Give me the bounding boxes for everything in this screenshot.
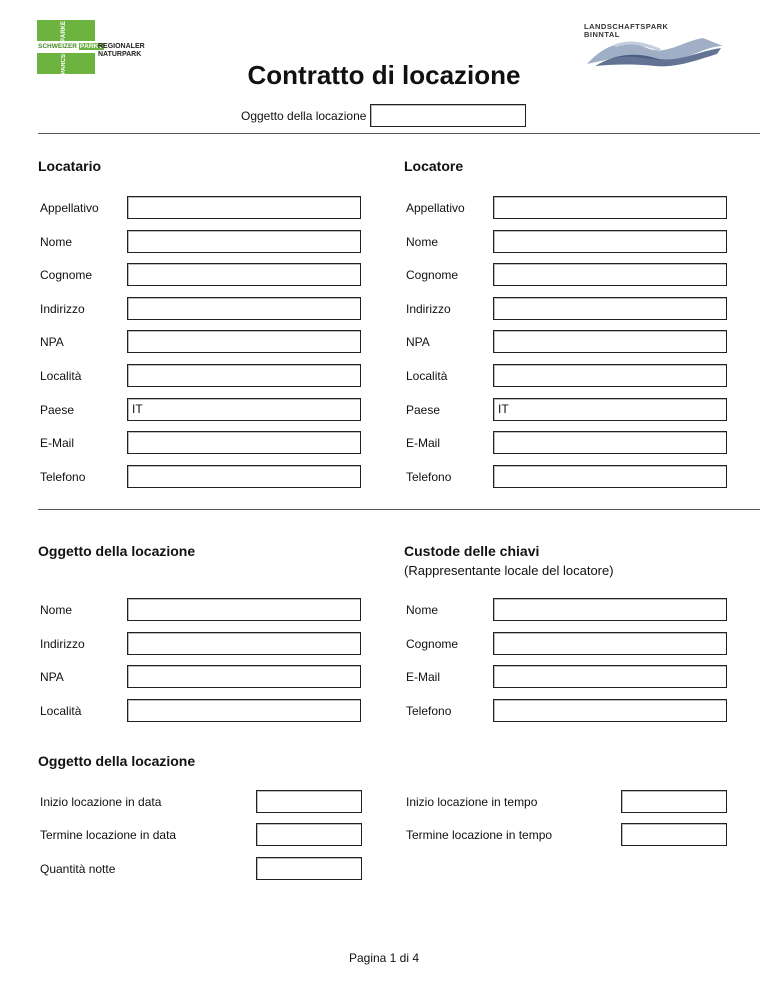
binntal-logo-text: LANDSCHAFTSPARK BINNTAL [584,22,669,39]
landlord-field-label: Indirizzo [406,301,451,316]
rental-period-heading: Oggetto della locazione [38,753,196,769]
tenant-field-label: Indirizzo [40,301,85,316]
landlord-field-label: Appellativo [406,201,465,215]
landlord-field-label: Paese [406,402,441,417]
key-holder-subheading: (Rappresentante locale del locatore) [404,563,614,578]
tenant-field-label: Nome [40,234,73,249]
object-input[interactable] [370,104,526,127]
tenant-field-input[interactable] [127,230,361,253]
key-holder-field-input[interactable] [493,699,727,722]
tenant-field-input[interactable]: IT [127,398,361,421]
logo-text-left: SCHWEIZER PÄRKE [38,43,103,50]
landlord-heading: Locatore [404,158,464,174]
end-date-label: Termine locazione in data [40,828,177,842]
property-field-label: Indirizzo [40,636,85,651]
landlord-field-input[interactable] [493,230,727,253]
property-field-input[interactable] [127,699,361,722]
logo-text-bottom: PARCS [61,54,67,75]
tenant-field-label: Appellativo [40,201,99,215]
landlord-field-input[interactable] [493,330,727,353]
property-field-input[interactable] [127,632,361,655]
landlord-field-label: Nome [406,234,439,249]
key-holder-field-input[interactable] [493,598,727,621]
key-holder-field-input[interactable] [493,665,727,688]
tenant-field-label: Cognome [40,268,93,283]
landlord-field-label: Telefono [406,469,452,484]
landlord-field-input[interactable] [493,196,727,219]
tenant-field-label: E-Mail [40,436,75,451]
start-time-input[interactable] [621,790,727,813]
nights-input[interactable] [256,857,362,880]
start-date-label: Inizio locazione in data [40,795,162,809]
end-time-label: Termine locazione in tempo [406,828,553,842]
start-time-label: Inizio locazione in tempo [406,795,538,809]
property-field-input[interactable] [127,598,361,621]
page-footer: Pagina 1 di 4 [348,951,420,965]
key-holder-field-label: Cognome [406,636,459,651]
page-title: Contratto di locazione [247,60,521,90]
tenant-field-input[interactable] [127,297,361,320]
property-field-label: Nome [40,603,73,617]
divider [38,509,760,510]
landlord-field-label: NPA [406,335,430,350]
divider [38,133,760,134]
key-holder-field-label: Telefono [406,703,452,718]
key-holder-field-label: E-Mail [406,670,441,685]
key-holder-field-label: Nome [406,603,439,617]
tenant-field-label: NPA [40,335,64,350]
landlord-field-label: E-Mail [406,436,441,451]
end-date-input[interactable] [256,823,362,846]
tenant-field-input[interactable] [127,263,361,286]
tenant-field-input[interactable] [127,431,361,454]
regional-park-label: REGIONALER NATURPARK [98,43,145,58]
property-field-label: NPA [40,670,64,685]
end-time-input[interactable] [621,823,727,846]
property-field-label: Località [40,703,82,718]
landlord-field-input[interactable] [493,297,727,320]
nights-label: Quantità notte [40,862,116,876]
key-holder-heading: Custode delle chiavi [404,543,540,559]
property-field-input[interactable] [127,665,361,688]
landlord-field-input[interactable] [493,263,727,286]
tenant-field-input[interactable] [127,330,361,353]
tenant-field-label: Paese [40,402,75,417]
start-date-input[interactable] [256,790,362,813]
landlord-field-input[interactable]: IT [493,398,727,421]
tenant-field-input[interactable] [127,364,361,387]
key-holder-field-input[interactable] [493,632,727,655]
tenant-field-input[interactable] [127,196,361,219]
tenant-heading: Locatario [38,158,102,174]
landlord-field-input[interactable] [493,431,727,454]
landlord-field-label: Località [406,369,448,383]
tenant-field-input[interactable] [127,465,361,488]
property-heading: Oggetto della locazione [38,543,196,559]
tenant-field-label: Telefono [40,469,86,484]
landlord-field-input[interactable] [493,465,727,488]
object-label: Oggetto della locazione [241,109,367,123]
landlord-field-label: Cognome [406,268,459,283]
logo-text-top: PÄRKE [61,21,67,43]
landlord-field-input[interactable] [493,364,727,387]
tenant-field-label: Località [40,369,82,383]
